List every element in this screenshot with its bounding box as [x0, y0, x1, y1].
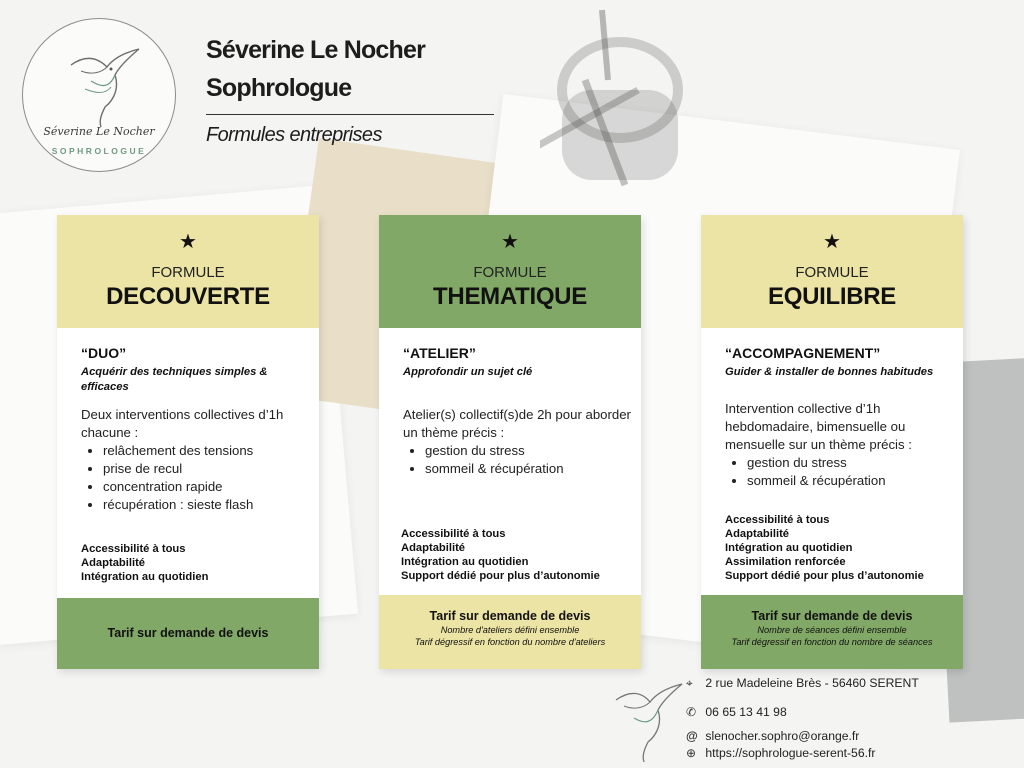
formula-card-equilibre	[701, 215, 963, 669]
card-formule-label: FORMULE	[473, 264, 547, 281]
hummingbird-icon	[612, 676, 684, 764]
contact-website	[686, 746, 875, 760]
feature-item: Support dédié pour plus d’autonomie	[725, 570, 924, 582]
card-description: Deux interventions collectives d’1h chacune :	[81, 407, 284, 440]
list-item: • prise de recul	[103, 460, 309, 478]
list-item: • sommeil & récupération	[425, 460, 631, 478]
feature-item: Intégration au quotidien	[725, 542, 853, 554]
card-note: Tarif dégressif en fonction du nombre d'ateliers	[414, 636, 606, 647]
card-tarif: Tarif sur demande de devis	[751, 609, 913, 623]
formula-card-decouverte	[57, 215, 319, 669]
star-icon: ★	[179, 231, 197, 253]
logo-label: SOPHROLOGUE	[51, 146, 147, 156]
card-note: Nombre d'ateliers défini ensemble	[440, 625, 580, 635]
card-formule-label: FORMULE	[795, 264, 869, 281]
globe-icon: ⊕	[686, 746, 697, 760]
pencil-cup-icon	[540, 0, 700, 220]
card-bullet-list	[403, 442, 631, 478]
website-text: https://sophrologue-serent-56.fr	[705, 746, 876, 760]
logo-signature: Séverine Le Nocher	[43, 125, 155, 138]
at-icon: @	[686, 729, 698, 743]
phone-icon: ✆	[686, 705, 697, 719]
hummingbird-icon	[61, 37, 143, 129]
star-icon: ★	[501, 231, 519, 253]
practitioner-title: Sophrologue	[206, 74, 352, 102]
card-body	[725, 345, 953, 490]
practitioner-name: Séverine Le Nocher	[206, 36, 426, 64]
card-pricing	[379, 595, 641, 669]
card-note: Tarif dégressif en fonction du nombre de séances	[731, 636, 933, 647]
card-description: Atelier(s) collectif(s)de 2h pour aborder un thème précis :	[403, 407, 631, 440]
feature-item: Accessibilité à tous	[401, 528, 506, 540]
card-tarif: Tarif sur demande de devis	[429, 609, 591, 623]
card-header	[701, 215, 963, 328]
card-tagline: Guider & installer de bonnes habitudes	[725, 366, 934, 378]
page-subtitle: Formules entreprises	[206, 124, 382, 146]
feature-item: Accessibilité à tous	[81, 543, 186, 555]
card-header	[57, 215, 319, 328]
card-body	[81, 345, 309, 514]
card-pricing	[701, 595, 963, 669]
location-pin-icon: ⌖	[686, 676, 693, 690]
feature-item: Assimilation renforcée	[725, 556, 846, 568]
contact-address	[686, 676, 919, 691]
formula-card-thematique	[379, 215, 641, 669]
card-tagline: Approfondir un sujet clé	[403, 366, 533, 378]
list-item: • relâchement des tensions	[103, 442, 309, 460]
header-divider	[206, 114, 494, 115]
card-kind: “ATELIER”	[403, 345, 476, 361]
card-features	[725, 513, 957, 583]
card-bullet-list	[81, 442, 309, 514]
feature-item: Intégration au quotidien	[401, 556, 529, 568]
card-header	[379, 215, 641, 328]
list-item: • concentration rapide	[103, 478, 309, 496]
feature-item: Intégration au quotidien	[81, 571, 209, 583]
card-body	[403, 345, 631, 478]
card-kind: “DUO”	[81, 345, 127, 361]
feature-item: Adaptabilité	[725, 528, 790, 540]
card-formula-name: EQUILIBRE	[768, 283, 896, 310]
card-kind: “ACCOMPAGNEMENT”	[725, 345, 881, 361]
card-formule-label: FORMULE	[151, 264, 225, 281]
card-tagline: Acquérir des techniques simples & efficaces	[81, 366, 268, 393]
card-note: Nombre de séances défini ensemble	[757, 625, 907, 635]
card-formula-name: DECOUVERTE	[106, 283, 270, 310]
card-pricing	[57, 598, 319, 669]
card-tarif: Tarif sur demande de devis	[107, 626, 269, 640]
star-icon: ★	[823, 231, 841, 253]
card-features	[401, 527, 635, 583]
list-item: • récupération : sieste flash	[103, 496, 309, 514]
feature-item: Adaptabilité	[81, 557, 146, 569]
contact-phone	[686, 705, 787, 719]
address-text: 2 rue Madeleine Brès - 56460 SERENT	[705, 676, 919, 690]
brand-logo	[22, 18, 176, 172]
contact-email	[686, 729, 859, 743]
feature-item: Accessibilité à tous	[725, 514, 830, 526]
card-formula-name: THEMATIQUE	[433, 283, 587, 310]
card-bullet-list	[725, 454, 953, 490]
feature-item: Adaptabilité	[401, 542, 466, 554]
email-text: slenocher.sophro@orange.fr	[705, 729, 860, 743]
list-item: • sommeil & récupération	[747, 472, 953, 490]
card-description: Intervention collective d’1h hebdomadaire, bimensuelle ou mensuelle sur un thème précis :	[725, 401, 912, 452]
feature-item: Support dédié pour plus d’autonomie	[401, 570, 600, 582]
list-item: • gestion du stress	[747, 454, 953, 472]
card-features	[81, 542, 313, 584]
phone-text: 06 65 13 41 98	[705, 705, 787, 719]
list-item: • gestion du stress	[425, 442, 631, 460]
